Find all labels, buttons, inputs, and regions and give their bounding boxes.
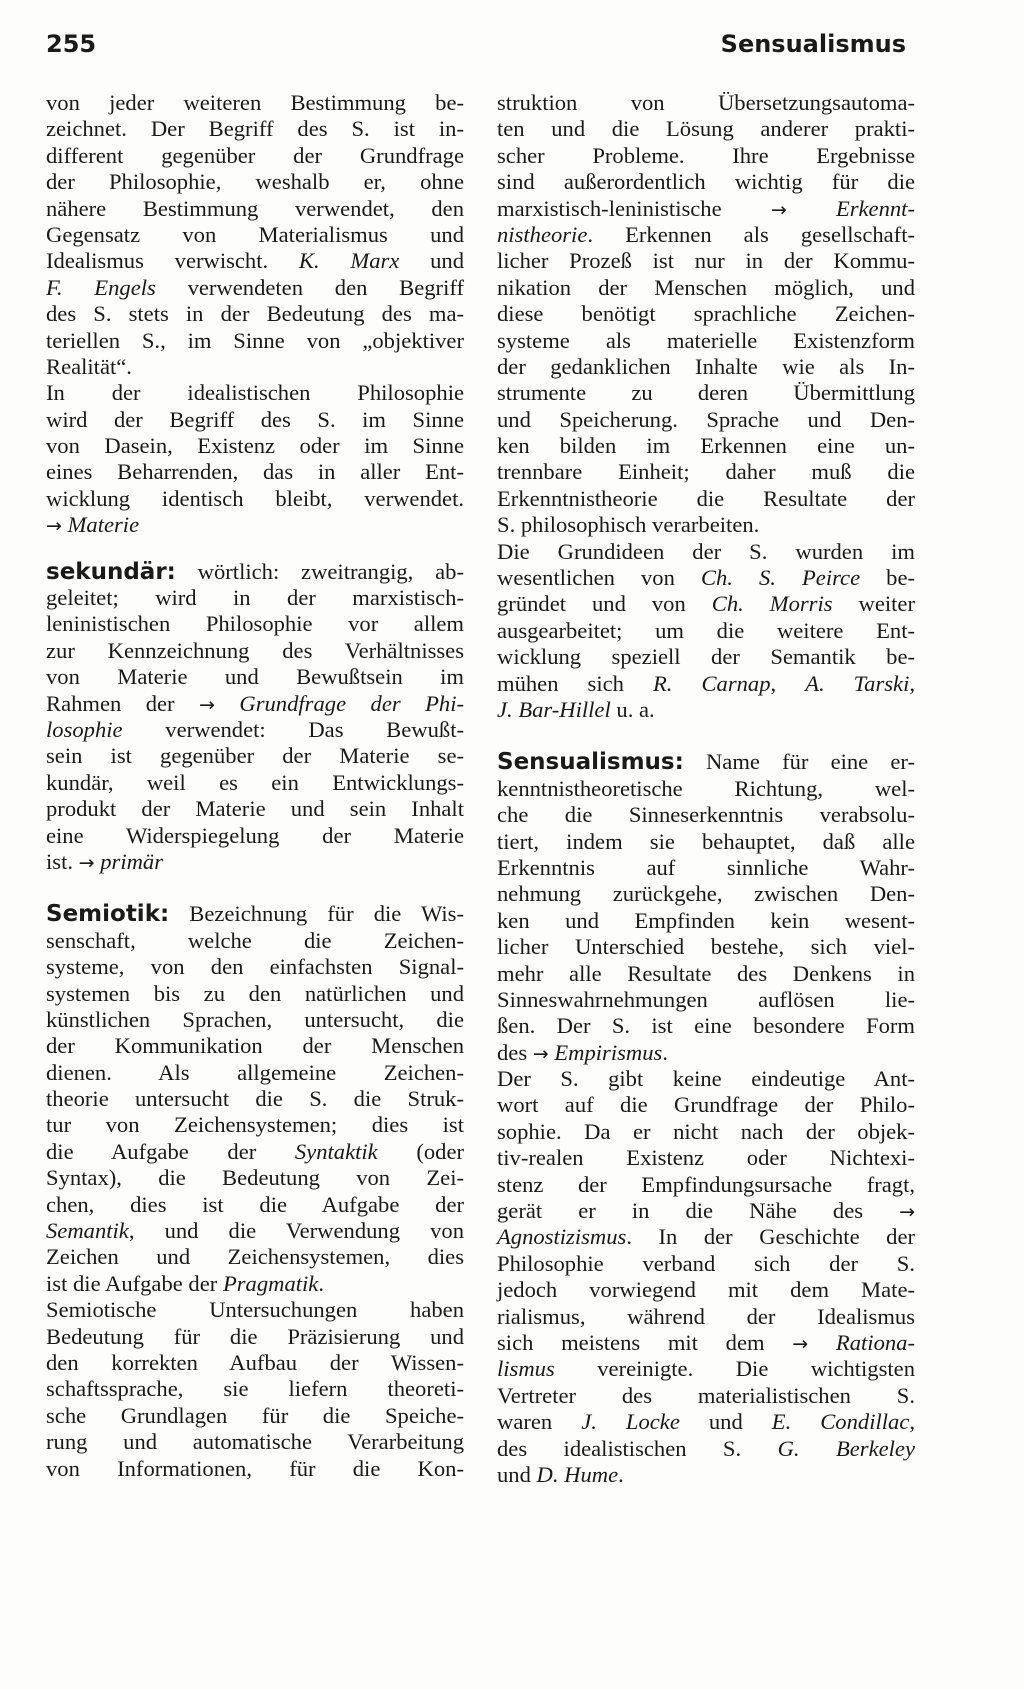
text-line: Zeichen und Zeichensystemen, dies (46, 1244, 464, 1270)
text-line: rung und automatische Verarbeitung (46, 1429, 464, 1455)
text-line: scher Probleme. Ihre Ergebnisse (497, 142, 915, 168)
text-line: jedoch vorwiegend mit dem Mate- (497, 1277, 915, 1303)
text-line: sekundär: wörtlich: zweitrangig, ab- (46, 558, 464, 585)
text-line: Realität“. (46, 353, 132, 379)
text-line: von Materie und Bewußtsein im (46, 664, 464, 690)
text-line: kenntnistheoretische Richtung, wel- (497, 775, 915, 801)
text-line: wicklung speziell der Semantik be- (497, 644, 915, 670)
text-line: Erkenntnistheorie die Resultate der (497, 485, 915, 511)
text-line: von Dasein, Existenz oder im Sinne (46, 433, 464, 459)
text-line: losophie verwendet: Das Bewußt- (46, 716, 464, 742)
text-line: eines Beharrenden, das in aller Ent- (46, 459, 464, 485)
text-line: different gegenüber der Grundfrage (46, 142, 464, 168)
text-line: Semiotische Untersuchungen haben (46, 1297, 464, 1323)
text-line: In der idealistischen Philosophie (46, 380, 464, 406)
text-line: Erkenntnis auf sinnliche Wahr- (497, 854, 915, 880)
text-line: den korrekten Aufbau der Wissen- (46, 1349, 464, 1375)
text-line: wort auf die Grundfrage der Philo- (497, 1092, 915, 1118)
text-line: ist die Aufgabe der Pragmatik. (46, 1270, 324, 1296)
text-line: des idealistischen S. G. Berkeley (497, 1435, 915, 1461)
text-line: licher Prozeß ist nur in der Kommu- (497, 248, 915, 274)
text-line: ken bilden im Erkennen eine un- (497, 433, 915, 459)
text-line: mehr alle Resultate des Denkens in (497, 960, 915, 986)
text-line: S. philosophisch verarbeiten. (497, 512, 760, 538)
text-line: tur von Zeichensystemen; dies ist (46, 1112, 464, 1138)
text-line: Sinneswahrnehmungen auflösen lie- (497, 986, 915, 1012)
text-line: geleitet; wird in der marxistisch- (46, 585, 464, 611)
text-line: tiert, indem sie behauptet, daß alle (497, 828, 915, 854)
text-line: Philosophie verband sich der S. (497, 1250, 915, 1276)
text-line: Agnostizismus. In der Geschichte der (497, 1224, 915, 1250)
text-line: des → Empirismus. (497, 1039, 668, 1065)
text-line: der Kommunikation der Menschen (46, 1033, 464, 1059)
page-header (0, 30, 1024, 70)
text-line: senschaft, welche die Zeichen- (46, 927, 464, 953)
text-line: nähere Bestimmung verwendet, den (46, 195, 464, 221)
text-line: Die Grundideen der S. wurden im (497, 538, 915, 564)
running-head: Sensualismus (720, 30, 906, 58)
text-line: des S. stets in der Bedeutung des ma- (46, 301, 464, 327)
text-line: eine Widerspiegelung der Materie (46, 822, 464, 848)
text-line: produkt der Materie und sein Inhalt (46, 796, 464, 822)
text-line: ausgearbeitet; um die weitere Ent- (497, 617, 915, 643)
text-line: rialismus, während der Idealismus (497, 1303, 915, 1329)
text-line: systemen bis zu den natürlichen und (46, 980, 464, 1006)
text-line: und D. Hume. (497, 1461, 624, 1487)
text-line: sophie. Da er nicht nach der objek- (497, 1118, 915, 1144)
text-line: schaftssprache, sie liefern theoreti- (46, 1376, 464, 1402)
page-number: 255 (46, 30, 97, 58)
text-line: ist. → primär (46, 848, 164, 874)
text-line: licher Unterschied bestehe, sich viel- (497, 934, 915, 960)
text-line: künstlichen Sprachen, untersucht, die (46, 1006, 464, 1032)
text-line: kundär, weil es ein Entwicklungs- (46, 769, 464, 795)
left-column (46, 90, 464, 1482)
text-line: ßen. Der S. ist eine besondere Form (497, 1013, 915, 1039)
text-line: von Informationen, für die Kon- (46, 1455, 464, 1481)
text-line: Vertreter des materialistischen S. (497, 1382, 915, 1408)
text-line: teriellen S., im Sinne von „objektiver (46, 327, 464, 353)
text-line: stenz der Empfindungsursache fragt, (497, 1171, 915, 1197)
text-line: ten und die Lösung anderer prakti- (497, 116, 915, 142)
text-line: nehmung zurückgehe, zwischen Den- (497, 881, 915, 907)
text-line: systeme, von den einfachsten Signal- (46, 954, 464, 980)
text-line: der Philosophie, weshalb er, ohne (46, 169, 464, 195)
text-line: F. Engels verwendeten den Begriff (46, 274, 464, 300)
text-line: diese benötigt sprachliche Zeichen- (497, 301, 915, 327)
text-line: Idealismus verwischt. K. Marx und (46, 248, 464, 274)
text-line: mühen sich R. Carnap, A. Tarski, (497, 670, 916, 696)
text-line: Semantik, und die Verwendung von (46, 1218, 464, 1244)
text-line: theorie untersucht die S. die Struk- (46, 1086, 464, 1112)
text-line: strumente zu deren Übermittlung (497, 380, 915, 406)
text-line: sche Grundlagen für die Speiche- (46, 1402, 464, 1428)
entry-gap (46, 539, 464, 559)
text-line: Syntax), die Bedeutung von Zei- (46, 1165, 464, 1191)
text-line: leninistischen Philosophie vor allem (46, 611, 464, 637)
text-line: zeichnet. Der Begriff des S. ist in- (46, 116, 464, 142)
text-line: systeme als materielle Existenzform (497, 327, 915, 353)
entry-gap (46, 875, 464, 901)
text-line: sein ist gegenüber der Materie se- (46, 743, 464, 769)
text-line: Der S. gibt keine eindeutige Ant- (497, 1066, 915, 1092)
text-line: zur Kennzeichnung des Verhältnisses (46, 637, 464, 663)
text-line: che die Sinneserkenntnis verabsolu- (497, 802, 915, 828)
text-line: trennbare Einheit; daher muß die (497, 459, 915, 485)
text-line: waren J. Locke und E. Condillac, (497, 1409, 916, 1435)
text-line: gerät er in die Nähe des → (497, 1198, 915, 1224)
text-line: Bedeutung für die Präzisierung und (46, 1323, 464, 1349)
text-line: J. Bar-Hillel u. a. (497, 696, 655, 722)
text-line: marxistisch-leninistische → Erkennt- (497, 195, 915, 221)
text-line: sind außerordentlich wichtig für die (497, 169, 915, 195)
text-line: Rahmen der → Grundfrage der Phi- (46, 690, 464, 716)
entry-gap (497, 723, 915, 749)
text-line: die Aufgabe der Syntaktik (oder (46, 1138, 465, 1164)
text-line: und Speicherung. Sprache und Den- (497, 406, 915, 432)
text-line: Gegensatz von Materialismus und (46, 221, 464, 247)
text-line: nistheorie. Erkennen als gesellschaft- (497, 221, 915, 247)
text-line: dienen. Als allgemeine Zeichen- (46, 1059, 464, 1085)
text-line: gründet und von Ch. Morris weiter (497, 591, 915, 617)
text-line: lismus vereinigte. Die wichtigsten (497, 1356, 915, 1382)
text-line: von jeder weiteren Bestimmung be- (46, 90, 464, 115)
text-line: Sensualismus: Name für eine er- (497, 749, 915, 776)
text-line: sich meistens mit dem → Rationa- (497, 1329, 915, 1355)
right-column (497, 90, 915, 1488)
text-line: wicklung identisch bleibt, verwendet. (46, 485, 464, 511)
text-line: struktion von Übersetzungsautoma- (497, 90, 915, 115)
text-line: Semiotik: Bezeichnung für die Wis- (46, 901, 464, 928)
text-line: chen, dies ist die Aufgabe der (46, 1191, 464, 1217)
text-line: wesentlichen von Ch. S. Peirce be- (497, 565, 916, 591)
text-line: der gedanklichen Inhalte wie als In- (497, 353, 915, 379)
text-line: wird der Begriff des S. im Sinne (46, 406, 464, 432)
text-line: nikation der Menschen möglich, und (497, 274, 915, 300)
text-line: → Materie (46, 512, 140, 538)
text-line: tiv-realen Existenz oder Nichtexi- (497, 1145, 915, 1171)
text-line: ken und Empfinden kein wesent- (497, 907, 915, 933)
